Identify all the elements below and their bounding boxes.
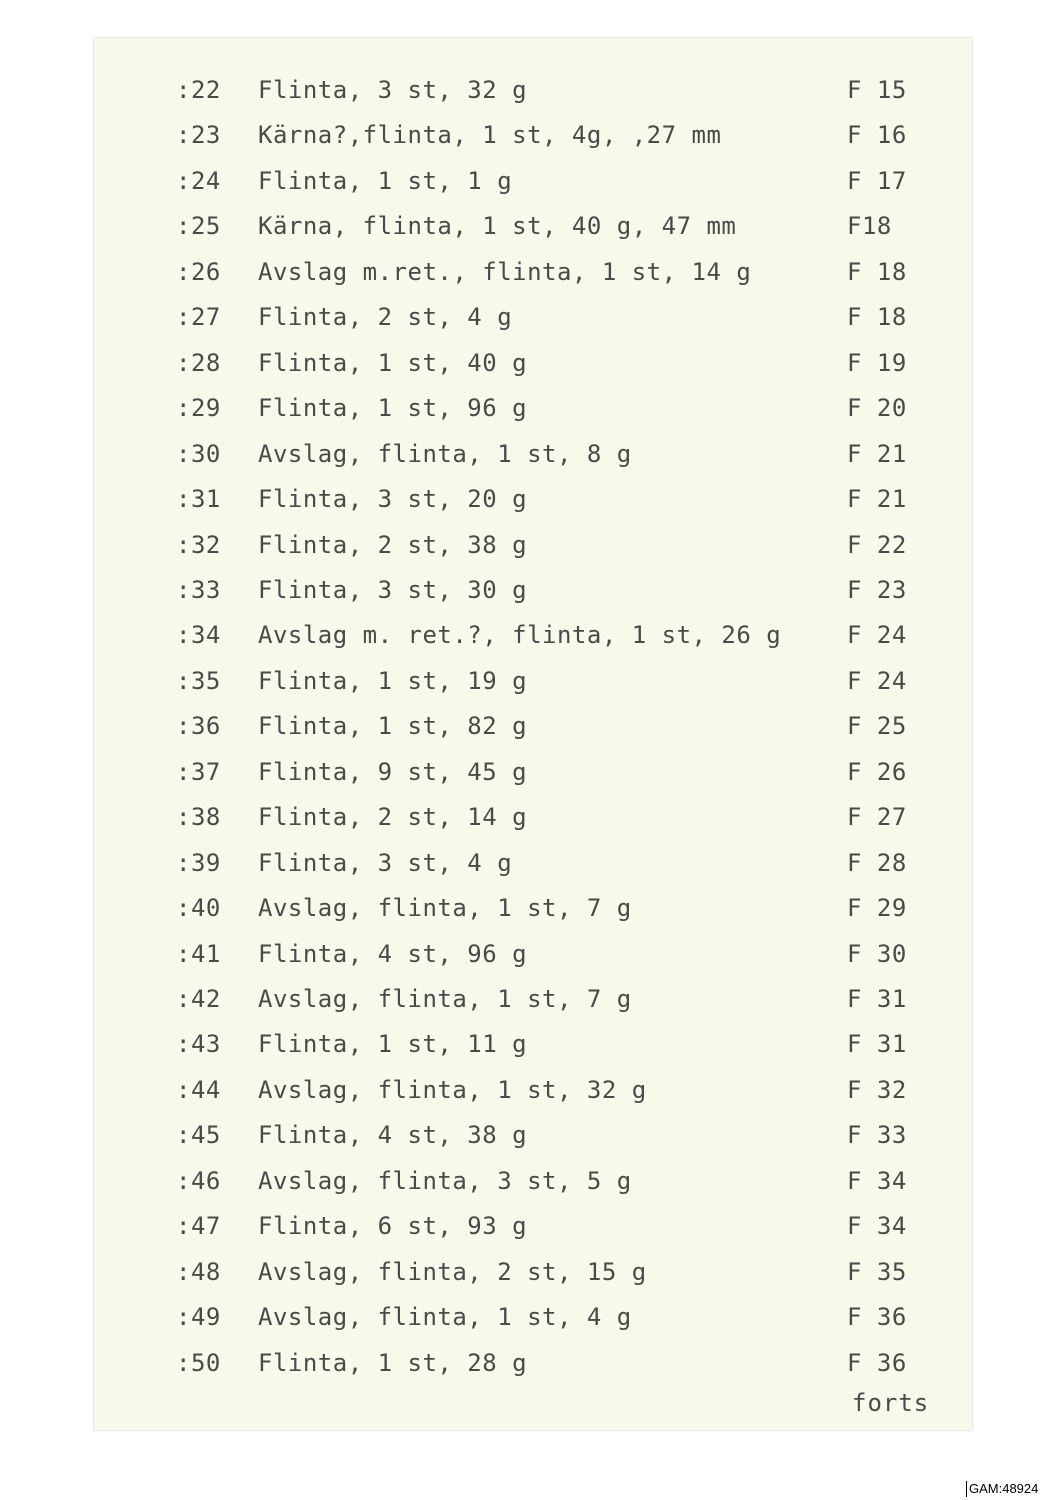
entry-number: :42: [176, 985, 221, 1013]
entry-number: :40: [176, 894, 221, 923]
continued-note: forts: [852, 1389, 930, 1417]
entry-description: Flinta, 3 st, 4 g: [258, 848, 513, 877]
entry-row: [94, 1252, 972, 1292]
entry-description: Avslag m. ret.?, flinta, 1 st, 26 g: [258, 621, 782, 650]
entry-location-code: F 18: [847, 303, 907, 332]
entry-row: [94, 1343, 972, 1383]
entry-row: [94, 388, 972, 428]
entry-location-code: F 25: [847, 712, 907, 741]
entry-number: :31: [176, 485, 221, 514]
entry-location-code: F 15: [847, 76, 907, 104]
entry-location-code: F 35: [847, 1257, 907, 1286]
entry-location-code: F 32: [847, 1075, 907, 1104]
entry-description: Flinta, 3 st, 32 g: [258, 76, 528, 104]
entry-location-code: F 28: [847, 848, 907, 877]
entry-description: Avslag, flinta, 1 st, 32 g: [258, 1075, 647, 1104]
entry-row: [94, 206, 972, 246]
entry-row: [94, 797, 972, 837]
entry-location-code: F 34: [847, 1166, 907, 1195]
entry-row: [94, 1115, 972, 1155]
entry-description: Flinta, 2 st, 38 g: [258, 530, 528, 559]
entry-description: Kärna?,flinta, 1 st, 4g, ,27 mm: [258, 121, 722, 150]
entry-row: [94, 1070, 972, 1110]
entry-number: :30: [176, 439, 221, 468]
entry-number: :47: [176, 1212, 221, 1241]
entry-row: [94, 1024, 972, 1064]
entry-description: Flinta, 1 st, 19 g: [258, 666, 528, 695]
entry-number: :43: [176, 1030, 221, 1059]
entry-description: Flinta, 6 st, 93 g: [258, 1212, 528, 1241]
entry-description: Avslag, flinta, 1 st, 7 g: [258, 985, 632, 1013]
entry-description: Flinta, 9 st, 45 g: [258, 757, 528, 786]
entry-row: [94, 343, 972, 383]
entry-number: :50: [176, 1348, 221, 1377]
entry-row: [94, 615, 972, 655]
entry-row: [94, 752, 972, 792]
entry-location-code: F 31: [847, 1030, 907, 1059]
entry-number: :33: [176, 575, 221, 604]
entry-number: :46: [176, 1166, 221, 1195]
entry-number: :37: [176, 757, 221, 786]
entry-location-code: F 27: [847, 803, 907, 832]
entry-row: [94, 115, 972, 155]
entry-description: Flinta, 1 st, 28 g: [258, 1348, 528, 1377]
entry-description: Flinta, 1 st, 96 g: [258, 394, 528, 423]
entry-description: Flinta, 3 st, 30 g: [258, 575, 528, 604]
entry-description: Flinta, 1 st, 40 g: [258, 348, 528, 377]
entry-location-code: F 33: [847, 1121, 907, 1150]
entry-row: [94, 1161, 972, 1201]
entry-location-code: F 21: [847, 439, 907, 468]
entry-location-code: F 23: [847, 575, 907, 604]
entry-row: [94, 706, 972, 746]
entry-number: :35: [176, 666, 221, 695]
entry-number: :39: [176, 848, 221, 877]
entry-description: Flinta, 2 st, 4 g: [258, 303, 513, 332]
entry-number: :29: [176, 394, 221, 423]
entry-description: Avslag m.ret., flinta, 1 st, 14 g: [258, 257, 752, 286]
entry-row: [94, 661, 972, 701]
entry-number: :27: [176, 303, 221, 332]
entry-description: Avslag, flinta, 3 st, 5 g: [258, 1166, 632, 1195]
entry-row: [94, 1297, 972, 1337]
entry-number: :22: [176, 76, 221, 104]
entry-location-code: F 18: [847, 257, 907, 286]
entry-location-code: F 17: [847, 166, 907, 195]
entry-row: [94, 979, 972, 1019]
entry-number: :26: [176, 257, 221, 286]
entry-description: Kärna, flinta, 1 st, 40 g, 47 mm: [258, 212, 737, 241]
entry-description: Flinta, 4 st, 38 g: [258, 1121, 528, 1150]
catalog-card: [94, 38, 972, 1430]
entry-description: Flinta, 3 st, 20 g: [258, 485, 528, 514]
entry-description: Flinta, 1 st, 11 g: [258, 1030, 528, 1059]
entry-number: :28: [176, 348, 221, 377]
entry-description: Flinta, 1 st, 82 g: [258, 712, 528, 741]
entry-row: [94, 70, 972, 110]
entry-number: :38: [176, 803, 221, 832]
entry-description: Avslag, flinta, 2 st, 15 g: [258, 1257, 647, 1286]
entry-description: Avslag, flinta, 1 st, 4 g: [258, 1303, 632, 1332]
entry-number: :34: [176, 621, 221, 650]
entry-location-code: F 24: [847, 666, 907, 695]
entry-location-code: F 24: [847, 621, 907, 650]
entry-location-code: F 36: [847, 1303, 907, 1332]
entry-row: [94, 1206, 972, 1246]
entry-number: :49: [176, 1303, 221, 1332]
entry-description: Flinta, 4 st, 96 g: [258, 939, 528, 968]
entry-location-code: F18: [847, 212, 892, 241]
entry-location-code: F 36: [847, 1348, 907, 1377]
entry-location-code: F 34: [847, 1212, 907, 1241]
entry-location-code: F 16: [847, 121, 907, 150]
entry-location-code: F 31: [847, 985, 907, 1013]
entry-number: :45: [176, 1121, 221, 1150]
entry-row: [94, 843, 972, 883]
entry-description: Avslag, flinta, 1 st, 8 g: [258, 439, 632, 468]
archive-id-label: GAM:48924: [966, 1481, 1040, 1497]
entry-number: :32: [176, 530, 221, 559]
entry-location-code: F 29: [847, 894, 907, 923]
entry-location-code: F 20: [847, 394, 907, 423]
entry-row: [94, 934, 972, 974]
entry-row: [94, 297, 972, 337]
entry-location-code: F 22: [847, 530, 907, 559]
entry-description: Flinta, 2 st, 14 g: [258, 803, 528, 832]
entry-row: [94, 570, 972, 610]
entry-description: Flinta, 1 st, 1 g: [258, 166, 513, 195]
entry-description: Avslag, flinta, 1 st, 7 g: [258, 894, 632, 923]
entry-row: [94, 888, 972, 928]
entry-location-code: F 26: [847, 757, 907, 786]
entry-row: [94, 161, 972, 201]
entry-number: :48: [176, 1257, 221, 1286]
entry-location-code: F 30: [847, 939, 907, 968]
entry-row: [94, 434, 972, 474]
entry-location-code: F 19: [847, 348, 907, 377]
entry-row: [94, 252, 972, 292]
entry-number: :23: [176, 121, 221, 150]
entry-row: [94, 479, 972, 519]
entry-number: :41: [176, 939, 221, 968]
entry-location-code: F 21: [847, 485, 907, 514]
entry-number: :44: [176, 1075, 221, 1104]
entry-row: [94, 525, 972, 565]
entry-number: :36: [176, 712, 221, 741]
entry-number: :24: [176, 166, 221, 195]
entry-number: :25: [176, 212, 221, 241]
